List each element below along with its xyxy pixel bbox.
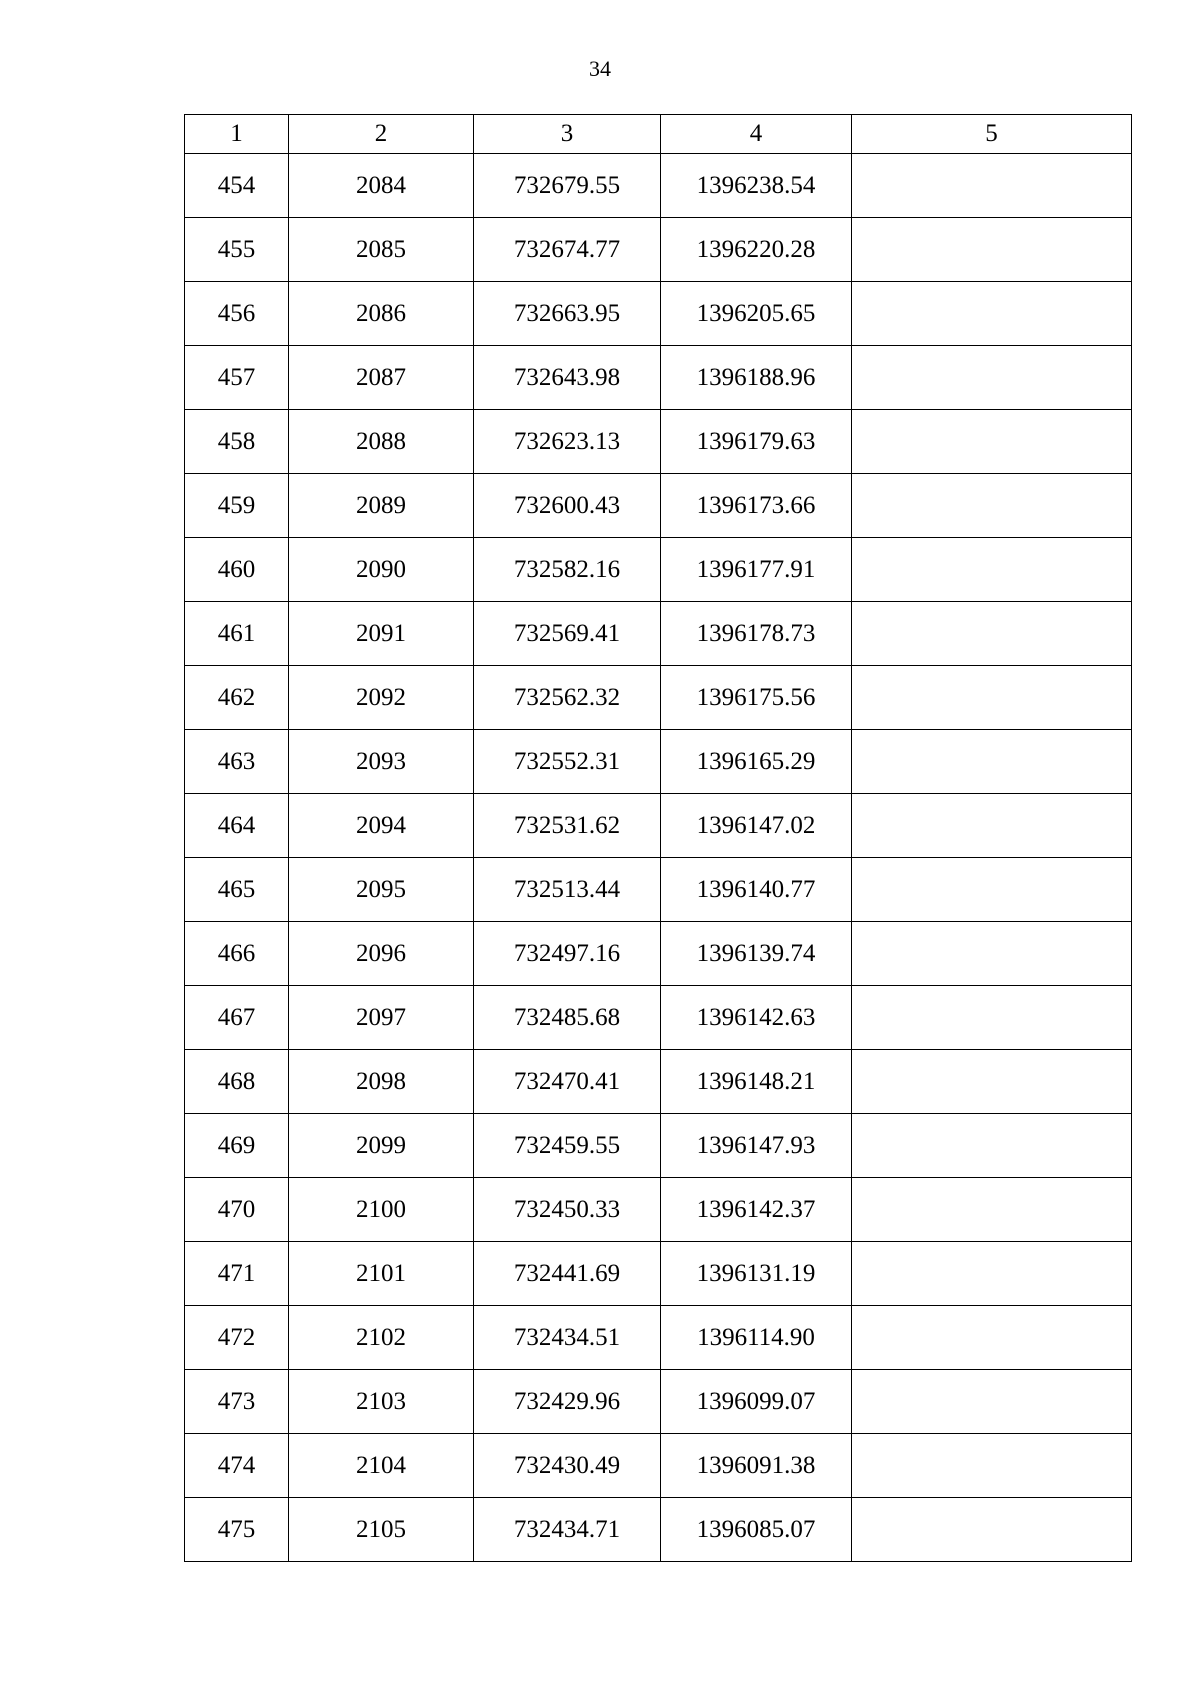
table-cell-col-5 [852,474,1132,538]
table-cell-col-5 [852,1178,1132,1242]
column-header-1: 1 [185,115,289,154]
table-cell-col-5 [852,666,1132,730]
table-cell-col-4: 1396114.90 [661,1306,852,1370]
table-cell-col-2: 2095 [289,858,474,922]
table-cell-col-2: 2087 [289,346,474,410]
table-cell-col-3: 732459.55 [474,1114,661,1178]
table-cell-col-3: 732569.41 [474,602,661,666]
table-row [185,1498,1132,1562]
table-row [185,538,1132,602]
table-cell-col-2: 2096 [289,922,474,986]
table-cell-col-2: 2088 [289,410,474,474]
table-cell-col-2: 2100 [289,1178,474,1242]
table-cell-col-2: 2093 [289,730,474,794]
table-cell-col-4: 1396165.29 [661,730,852,794]
table-cell-col-1: 462 [185,666,289,730]
table-cell-col-2: 2103 [289,1370,474,1434]
table-body [185,154,1132,1562]
table-row [185,1370,1132,1434]
table-cell-col-1: 459 [185,474,289,538]
table-cell-col-2: 2092 [289,666,474,730]
table-cell-col-1: 475 [185,1498,289,1562]
table-cell-col-3: 732450.33 [474,1178,661,1242]
table-row [185,666,1132,730]
table-cell-col-3: 732552.31 [474,730,661,794]
table-cell-col-5 [852,1114,1132,1178]
table-cell-col-4: 1396173.66 [661,474,852,538]
header-row [185,115,1132,154]
table-cell-col-1: 458 [185,410,289,474]
table-cell-col-2: 2101 [289,1242,474,1306]
table-cell-col-3: 732485.68 [474,986,661,1050]
table-cell-col-3: 732562.32 [474,666,661,730]
table-cell-col-4: 1396220.28 [661,218,852,282]
table-row [185,154,1132,218]
table-cell-col-2: 2099 [289,1114,474,1178]
table-row [185,858,1132,922]
column-header-3: 3 [474,115,661,154]
table-cell-col-5 [852,1306,1132,1370]
table-cell-col-2: 2102 [289,1306,474,1370]
table-cell-col-2: 2090 [289,538,474,602]
table-cell-col-1: 454 [185,154,289,218]
table-cell-col-1: 455 [185,218,289,282]
table-cell-col-5 [852,538,1132,602]
table-cell-col-1: 472 [185,1306,289,1370]
table-cell-col-1: 467 [185,986,289,1050]
table-row [185,1050,1132,1114]
table-row [185,218,1132,282]
table-cell-col-3: 732497.16 [474,922,661,986]
table-cell-col-4: 1396175.56 [661,666,852,730]
table-cell-col-1: 468 [185,1050,289,1114]
table-cell-col-4: 1396140.77 [661,858,852,922]
table-cell-col-3: 732434.51 [474,1306,661,1370]
table-cell-col-4: 1396179.63 [661,410,852,474]
table-cell-col-5 [852,602,1132,666]
table-cell-col-1: 474 [185,1434,289,1498]
table-cell-col-3: 732674.77 [474,218,661,282]
table-cell-col-4: 1396188.96 [661,346,852,410]
table-cell-col-4: 1396085.07 [661,1498,852,1562]
table-row [185,282,1132,346]
table-cell-col-5 [852,154,1132,218]
table-row [185,474,1132,538]
table-cell-col-2: 2104 [289,1434,474,1498]
table-cell-col-2: 2097 [289,986,474,1050]
table-row [185,794,1132,858]
table-cell-col-3: 732679.55 [474,154,661,218]
table-cell-col-2: 2098 [289,1050,474,1114]
table-cell-col-3: 732513.44 [474,858,661,922]
table-row [185,922,1132,986]
table-cell-col-5 [852,922,1132,986]
table-cell-col-5 [852,1498,1132,1562]
table-cell-col-5 [852,794,1132,858]
table-cell-col-5 [852,986,1132,1050]
table-cell-col-5 [852,346,1132,410]
table-cell-col-5 [852,218,1132,282]
column-header-5: 5 [852,115,1132,154]
table-cell-col-4: 1396178.73 [661,602,852,666]
table-cell-col-2: 2086 [289,282,474,346]
table-row [185,346,1132,410]
table-cell-col-1: 463 [185,730,289,794]
table-cell-col-3: 732663.95 [474,282,661,346]
table-cell-col-1: 460 [185,538,289,602]
table-cell-col-2: 2094 [289,794,474,858]
table-cell-col-1: 473 [185,1370,289,1434]
table-cell-col-5 [852,1370,1132,1434]
table-cell-col-4: 1396142.37 [661,1178,852,1242]
table-cell-col-4: 1396148.21 [661,1050,852,1114]
column-header-4: 4 [661,115,852,154]
table-row [185,1434,1132,1498]
table-cell-col-4: 1396099.07 [661,1370,852,1434]
table-cell-col-5 [852,282,1132,346]
table-cell-col-5 [852,1050,1132,1114]
table-header [185,115,1132,154]
table-row [185,410,1132,474]
table-cell-col-3: 732531.62 [474,794,661,858]
table-cell-col-2: 2091 [289,602,474,666]
table-row [185,730,1132,794]
table-cell-col-1: 465 [185,858,289,922]
table-cell-col-1: 470 [185,1178,289,1242]
table-cell-col-4: 1396205.65 [661,282,852,346]
table-cell-col-3: 732430.49 [474,1434,661,1498]
table-cell-col-5 [852,410,1132,474]
table-cell-col-5 [852,1434,1132,1498]
table-cell-col-4: 1396238.54 [661,154,852,218]
table-row [185,986,1132,1050]
table-row [185,1242,1132,1306]
table-cell-col-4: 1396147.02 [661,794,852,858]
table-cell-col-4: 1396139.74 [661,922,852,986]
table-cell-col-3: 732643.98 [474,346,661,410]
table-cell-col-5 [852,1242,1132,1306]
table-row [185,1178,1132,1242]
table-cell-col-2: 2105 [289,1498,474,1562]
table-cell-col-1: 471 [185,1242,289,1306]
table-cell-col-2: 2089 [289,474,474,538]
table-cell-col-5 [852,858,1132,922]
table-cell-col-4: 1396131.19 [661,1242,852,1306]
table-cell-col-3: 732623.13 [474,410,661,474]
table-cell-col-4: 1396177.91 [661,538,852,602]
table-cell-col-1: 469 [185,1114,289,1178]
table-cell-col-1: 464 [185,794,289,858]
page-number: 34 [589,56,611,81]
table-cell-col-3: 732582.16 [474,538,661,602]
table-cell-col-3: 732600.43 [474,474,661,538]
table-cell-col-2: 2084 [289,154,474,218]
table-row [185,1114,1132,1178]
coordinates-table [184,114,1132,1562]
table-cell-col-3: 732434.71 [474,1498,661,1562]
table-cell-col-4: 1396091.38 [661,1434,852,1498]
table-cell-col-5 [852,730,1132,794]
table-cell-col-4: 1396142.63 [661,986,852,1050]
table-cell-col-4: 1396147.93 [661,1114,852,1178]
table-cell-col-3: 732441.69 [474,1242,661,1306]
table-cell-col-1: 456 [185,282,289,346]
table-cell-col-2: 2085 [289,218,474,282]
table-cell-col-1: 466 [185,922,289,986]
table-row [185,602,1132,666]
table-cell-col-1: 461 [185,602,289,666]
table-cell-col-3: 732429.96 [474,1370,661,1434]
column-header-2: 2 [289,115,474,154]
table-row [185,1306,1132,1370]
table-cell-col-3: 732470.41 [474,1050,661,1114]
table-cell-col-1: 457 [185,346,289,410]
